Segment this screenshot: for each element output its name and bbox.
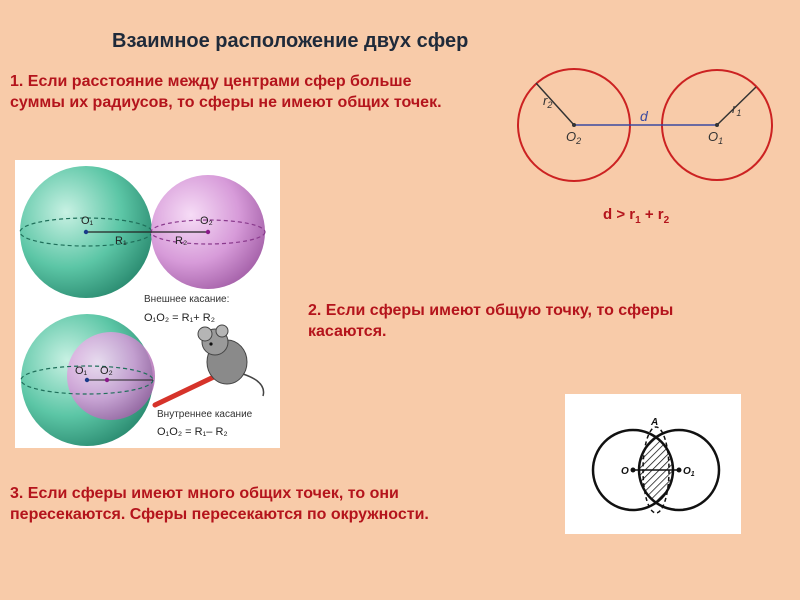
spheres-illustration [15, 160, 280, 448]
label-O2-bottom: O₂ [100, 365, 113, 377]
point-1-text: 1. Если расстояние между центрами сфер больше суммы их радиусов, то сферы не имеют общих точек. [10, 73, 442, 111]
label-O1-bottom: O₁ [75, 365, 88, 377]
label-r2: $r_2$ [543, 93, 553, 110]
label-R1-top: R₁ [115, 235, 127, 247]
point-2-text: 2. Если сферы имеют общую точку, то сферы касаются. [308, 302, 674, 340]
label-d: d [640, 108, 648, 124]
external-caption: Внешнее касание: [144, 294, 230, 305]
spheres-figure [15, 160, 280, 448]
intersecting-spheres-figure [565, 394, 741, 534]
external-formula: O₁O₂ = R₁+ R₂ [144, 312, 215, 324]
label-O1-top: O₁ [81, 215, 94, 227]
radius-r2-line [536, 83, 574, 125]
internal-caption: Внутреннее касание [157, 409, 253, 420]
slide-title: Взаимное расположение двух сфер [112, 30, 469, 52]
label-O2-top: O₂ [200, 215, 213, 227]
label-O: O [621, 466, 629, 477]
point-3-text: 3. Если сферы имеют много общих точек, то они пересекаются. Сферы пересекаются по окружности. [10, 485, 429, 523]
separation-formula: $d > r_1 + r_2$ [603, 206, 670, 226]
center-o1-dot [715, 123, 719, 127]
label-R2-top: R₂ [175, 235, 188, 247]
label-O1: $O_1$ [683, 466, 695, 478]
separate-circles-diagram [510, 65, 800, 190]
internal-formula: O₁O₂ = R₁– R₂ [157, 426, 228, 438]
label-o1: $O_1$ [708, 129, 724, 146]
label-o2: $O_2$ [566, 129, 582, 146]
mouse-with-pencil-icon [155, 325, 264, 405]
intersection-diagram [565, 394, 741, 534]
label-A: A [651, 417, 659, 428]
center-o2-dot [572, 123, 576, 127]
radius-r1-line [717, 87, 756, 125]
label-r1: $r_1$ [732, 101, 742, 118]
